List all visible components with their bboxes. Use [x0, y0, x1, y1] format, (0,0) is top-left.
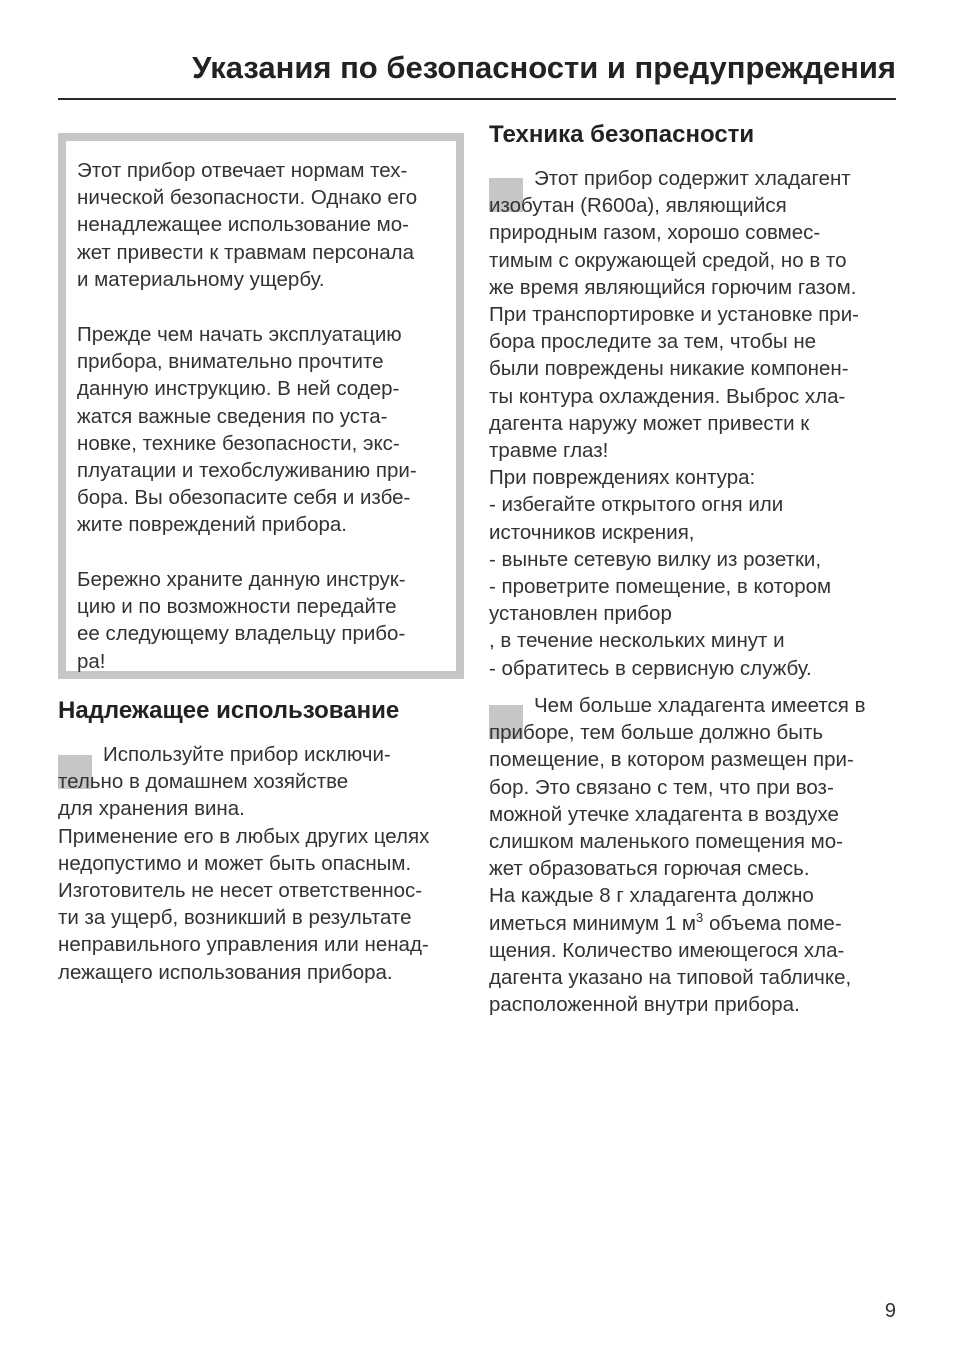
- page-title: Указания по безопасности и предупреждения: [192, 50, 896, 85]
- title-divider: [58, 98, 896, 100]
- proper-use-text: Используйте прибор исключи- тельно в домашнем хозяйстве для хранения вина. Применение его в любых других целях недопустимо и может быть опасным. Изготовитель не несет ответственнос- ти за ущерб, возникший в результате неправильного управления или ненад- лежащего использования прибора.: [58, 743, 430, 984]
- safety-refrigerant-text: Этот прибор содержит хладагент изобутан (R600a), являющийся природным газом, хорошо совмес- тимым с окружающей средой, но в то же время являющийся горючим газом. При транспортировке и установке при- бора проследите за тем, чтобы не были повреждены никакие компонен- ты контура охлаждения. Выброс хла- дагента наружу может привести к травме глаз! При повреждениях контура: - избегайте открытого огня или источников искрения, - выньте сетевую вилку из розетки, - проветрите помещение, в котором установлен прибор , в течение нескольких минут и - обратитесь в сервисную службу.: [489, 167, 859, 680]
- page-number: 9: [884, 1300, 896, 1322]
- notice-paragraph-3: Бережно храните данную инструк- цию и по возможности передайте ее следующему владельцу прибо- ра!: [77, 568, 406, 673]
- notice-paragraph-2: Прежде чем начать эксплуатацию прибора, внимательно прочтите данную инструкцию. В ней содер- жатся важные сведения по уста- новке, технике безопасности, экс- плуатации и техобслуживанию при- бора. Вы обезопасите себя и избе- жите повреждений прибора.: [77, 323, 417, 537]
- room-size-text-part-1: Чем больше хладагента имеется в приборе, тем больше должно быть помещение, в котором размещен при- бор. Это связано с тем, что при воз- можной утечке хладагента в воздухе слишком маленького помещения мо- жет образоваться горючая смесь. На каждые 8 г хладагента должно иметься минимум 1 м: [489, 694, 866, 935]
- safety-room-size-text: [489, 692, 899, 1018]
- proper-use-heading: Надлежащее использование: [58, 697, 400, 724]
- safety-heading: Техника безопасности: [489, 121, 755, 148]
- intro-notice-box: [58, 133, 464, 679]
- notice-paragraph-1: Этот прибор отвечает нормам тех- нической безопасности. Однако его ненадлежащее использование мо- жет привести к травмам персонала и материальному ущербу.: [77, 159, 418, 291]
- room-size-text-part-2: объема поме- щения. Количество имеющегося хла- дагента указано на типовой табличке, расположенной внутри прибора.: [489, 911, 852, 1017]
- cubic-superscript: 3: [696, 909, 704, 925]
